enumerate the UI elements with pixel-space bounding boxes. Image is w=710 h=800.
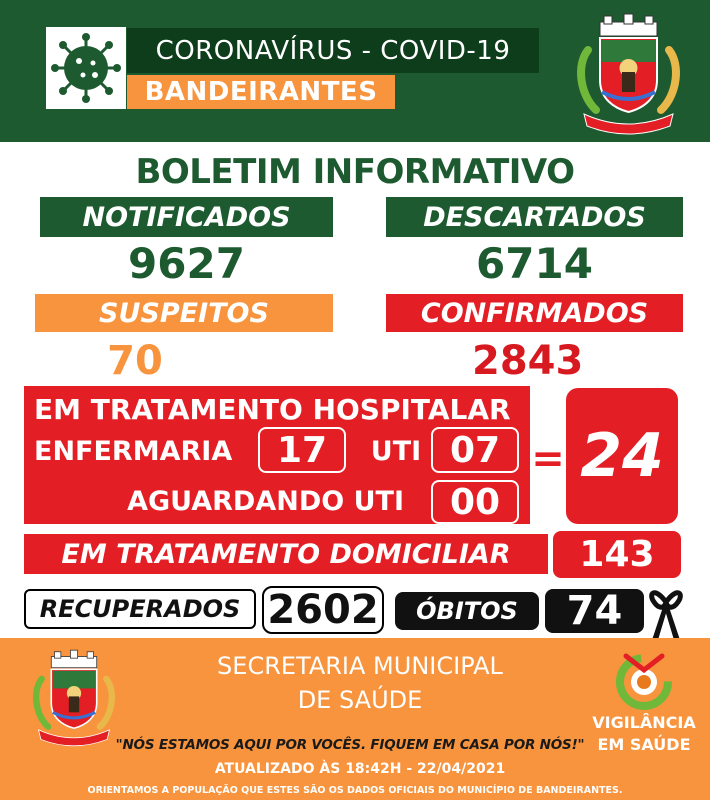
awaiting-icu-label: AGUARDANDO UTI: [127, 485, 404, 517]
notified-label: NOTIFICADOS: [40, 197, 333, 237]
equals-sign: =: [531, 436, 565, 482]
vigilancia-logo-icon: [596, 648, 692, 710]
icu-label: UTI: [370, 435, 422, 467]
city-crest-icon: [24, 647, 124, 749]
health-secretariat-line1: SECRETARIA MUNICIPAL: [217, 652, 503, 680]
deaths-value: 74: [545, 589, 644, 633]
coronavirus-icon: [46, 27, 126, 109]
ward-label: ENFERMARIA: [34, 435, 233, 467]
recovered-label: RECUPERADOS: [24, 589, 256, 629]
recovered-value: 2602: [262, 586, 384, 634]
city-crest-icon: [566, 10, 691, 138]
home-treatment-label: EM TRATAMENTO DOMICILIAR: [24, 534, 548, 574]
updated-timestamp: ATUALIZADO ÀS 18:42H - 22/04/2021: [214, 761, 506, 777]
city-name: BANDEIRANTES: [127, 75, 395, 109]
notified-value: 9627: [128, 238, 245, 288]
vigilancia-subtitle: EM SAÚDE: [597, 734, 691, 754]
campaign-title: CORONAVÍRUS - COVID-19: [127, 28, 539, 73]
confirmed-label: CONFIRMADOS: [386, 294, 683, 332]
suspected-label: SUSPEITOS: [35, 294, 333, 332]
health-secretariat-line2: DE SAÚDE: [297, 686, 423, 714]
vigilancia-title: VIGILÂNCIA: [592, 712, 696, 732]
suspected-value: 70: [107, 338, 163, 384]
official-data-notice: ORIENTAMOS A POPULAÇÃO QUE ESTES SÃO OS DADOS OFICIAIS DO MUNICÍPIO DE BANDEIRANTES.: [87, 784, 623, 796]
icu-value: 07: [431, 427, 519, 473]
discarded-label: DESCARTADOS: [386, 197, 683, 237]
home-treatment-value: 143: [553, 531, 681, 578]
hospital-total: 24: [566, 388, 678, 524]
mourning-ribbon-icon: [646, 584, 686, 644]
awaiting-icu-value: 00: [431, 480, 519, 524]
discarded-value: 6714: [476, 238, 593, 288]
hospital-title: EM TRATAMENTO HOSPITALAR: [34, 392, 511, 426]
confirmed-value: 2843: [472, 338, 584, 384]
deaths-label: ÓBITOS: [395, 592, 539, 630]
bulletin-title: BOLETIM INFORMATIVO: [135, 152, 575, 192]
stay-home-quote: "NÓS ESTAMOS AQUI POR VOCÊS. FIQUEM EM CASA POR NÓS!": [115, 737, 585, 753]
ward-value: 17: [258, 427, 346, 473]
